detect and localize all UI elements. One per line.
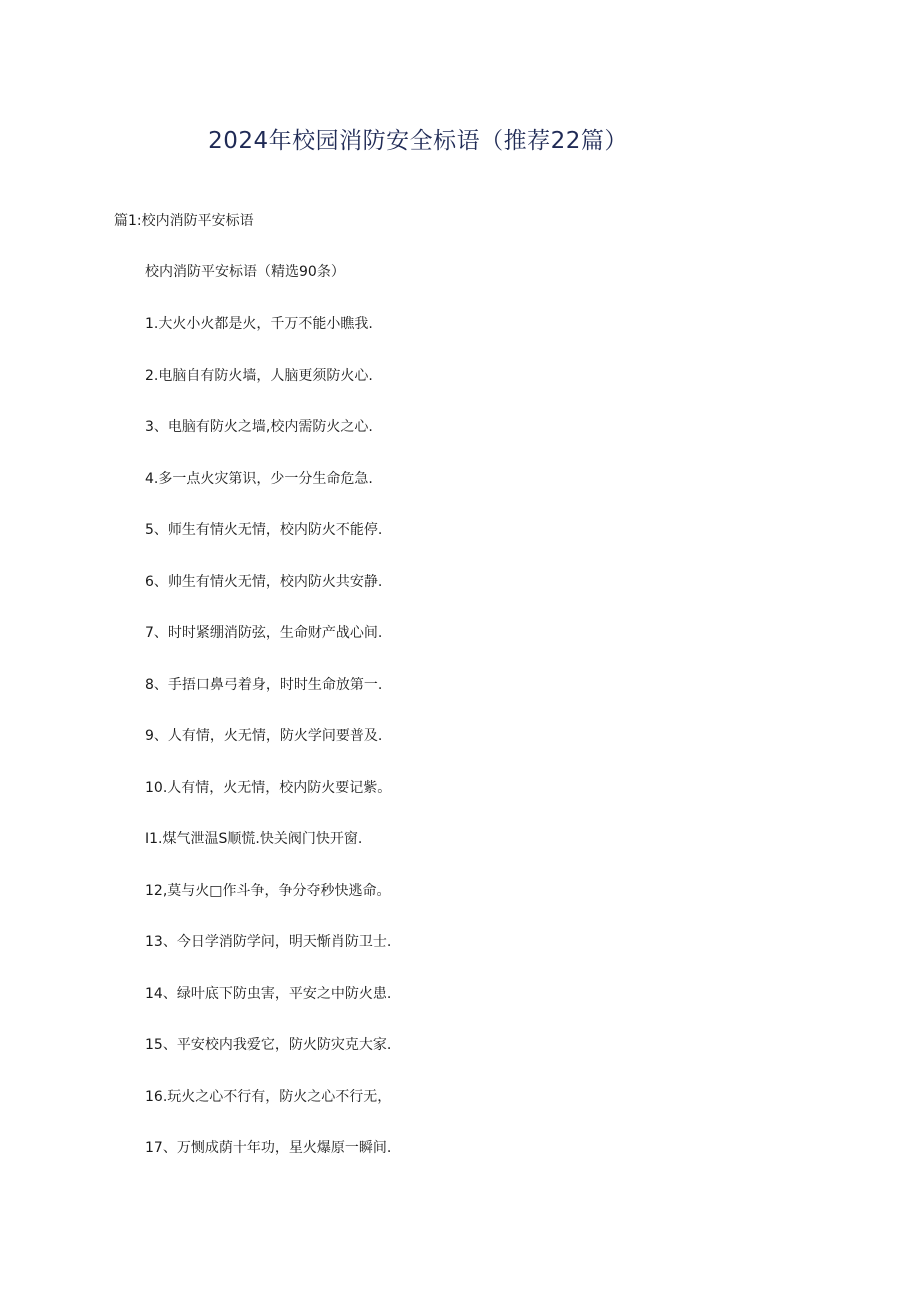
slogan-item: 8、手捂口鼻弓着身，时时生命放第一. xyxy=(145,676,383,693)
slogan-item: 5、师生有情火无情，校内防火不能停. xyxy=(145,522,383,538)
slogan-list xyxy=(145,312,391,1188)
slogan-item: 7、时时紧绷消防弦，生命财产战心间. xyxy=(145,625,383,641)
slogan-item: 6、帅生有情火无情，校内防火共安静. xyxy=(145,573,383,590)
slogan-item: 2.电脑自有防火墙，人脑更须防火心. xyxy=(145,367,373,384)
slogan-item: 1.大火小火都是火，千万不能小瞧我. xyxy=(145,316,373,332)
slogan-item: 12,莫与火□作斗争，争分夺秒快逃命。 xyxy=(145,882,391,899)
slogan-item: 13、今日学消防学问，明天惭肖防卫士. xyxy=(145,934,392,950)
slogan-item: 15、平安校内我爱它，防火防灾克大家. xyxy=(145,1037,392,1053)
slogan-item: 10.人有情，火无情，校内防火要记紫。 xyxy=(145,779,392,796)
slogan-item: I1.煤气泄温S顺慌.快关阀门快开窗. xyxy=(145,831,363,847)
section-subheading: 校内消防平安标语（精选90条） xyxy=(145,264,345,280)
slogan-item: 16.玩火之心不行有，防火之心不行无， xyxy=(145,1088,392,1105)
section-heading: 篇1:校内消防平安标语 xyxy=(114,213,254,229)
slogan-item: 17、万恻成荫十年功，星火爆原一瞬间. xyxy=(145,1140,392,1156)
slogan-item: 14、绿叶底下防虫害，平安之中防火患. xyxy=(145,985,392,1002)
slogan-item: 4.多一点火灾第识，少一分生命危急. xyxy=(145,470,373,487)
slogan-item: 9、人有情，火无情，防火学问要普及. xyxy=(145,728,383,744)
document-title: 2024年校园消防安全标语（推荐22篇） xyxy=(208,128,628,154)
slogan-item: 3、电脑有防火之墙,校内需防火之心. xyxy=(145,419,373,435)
